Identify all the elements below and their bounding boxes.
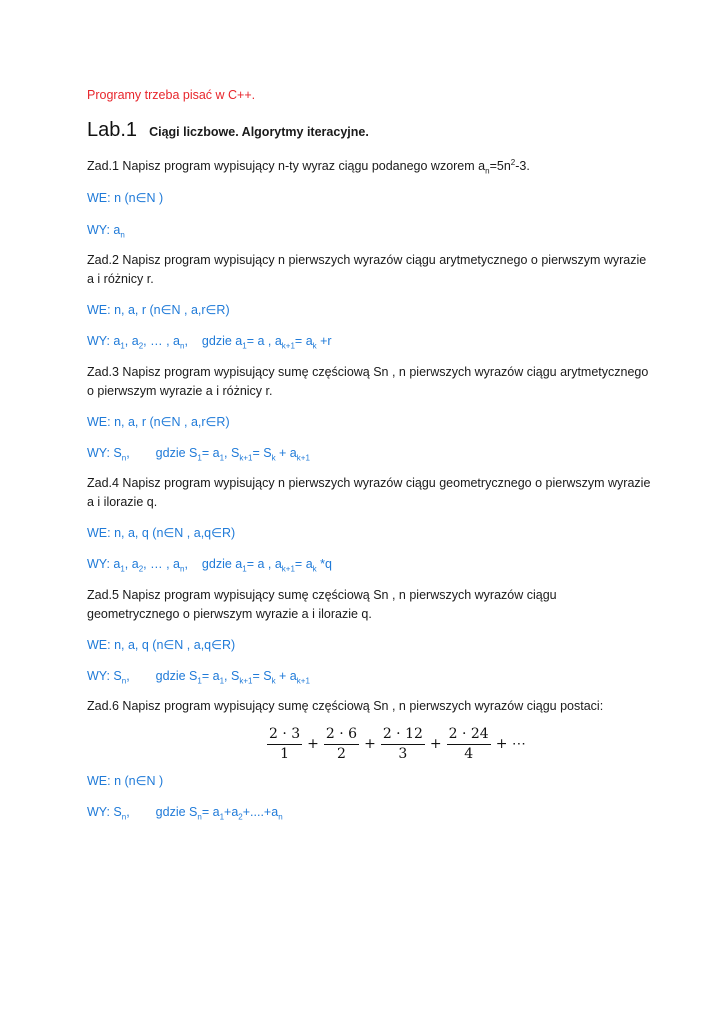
fraction-term-2: $\frac{2 \cdot 6}{2}$ (325, 725, 358, 762)
lab-title: Ciągi liczbowe. Algorytmy iteracyjne. (149, 125, 369, 139)
task-6-input: WE: n (n∈N ) (87, 774, 164, 788)
task-3-output: WY: $S_n$, gdzie $S_1= a_1$, $S_{k+1}= S_k + a_{k+1}$ (87, 446, 310, 463)
fraction-term-1: $\frac{2 \cdot 3}{1}$ (269, 725, 301, 762)
task-2-line-1: Zad.2 Napisz program wypisujący n pierwszych wyrazów ciągu arytmetycznego o pierwszym wyrazie (87, 253, 647, 267)
plus-sign: + (429, 736, 442, 752)
task-5-input: WE: n, a, q (n∈N , a,q∈R) (87, 638, 236, 652)
lab-number: Lab.1 (87, 119, 138, 141)
task-2-input: WE: n, a, r (n∈N , a,r∈R) (87, 303, 230, 317)
task-4-line-2: a i ilorazie q. (87, 495, 158, 509)
series-tail: + ⋯ (495, 736, 526, 752)
series-formula (265, 724, 529, 764)
plus-sign: + (364, 736, 376, 752)
task-2-line-2: a i różnicy r. (87, 272, 154, 286)
task-5-output: WY: $S_n$, gdzie $S_1= a_1$, $S_{k+1}= S_k + a_{k+1}$ (87, 669, 310, 686)
task-1-text: Zad.1 Napisz program wypisujący n-ty wyraz ciągu podanego wzorem $a_n=5n^2-3$. (87, 157, 530, 176)
task-6-output: WY: $S_n$, gdzie $S_n= a_1+a_2+....+a_n$ (87, 805, 283, 822)
task-3-line-1: Zad.3 Napisz program wypisujący sumę częściową Sn , n pierwszych wyrazów ciągu arytmetycznego (87, 365, 649, 379)
lab-heading (87, 118, 369, 144)
task-4-line-1: Zad.4 Napisz program wypisujący n pierwszych wyrazów ciągu geometrycznego o pierwszym wyrazie (87, 476, 651, 490)
task-1-output: WY: $a_n$ (87, 223, 125, 240)
task-3-input: WE: n, a, r (n∈N , a,r∈R) (87, 415, 230, 429)
language-note: Programy trzeba pisać w C++. (87, 88, 256, 102)
plus-sign: + (307, 736, 319, 752)
task-4-input: WE: n, a, q (n∈N , a,q∈R) (87, 526, 236, 540)
task-4-output: WY: $a_1$, $a_2$, … , $a_n$, gdzie $a_1= a$ , $a_{k+1}= a_k$ *q (87, 557, 332, 574)
task-2-output: WY: $a_1$, $a_2$, … , $a_n$, gdzie $a_1= a$ , $a_{k+1}= a_k +r$ (87, 334, 332, 351)
fraction-term-3: $\frac{2 \cdot 12}{3}$ (382, 725, 423, 762)
task-1-input: WE: n (n∈N ) (87, 191, 164, 205)
task-5-line-2: geometrycznego o pierwszym wyrazie a i ilorazie q. (87, 607, 372, 621)
task-5-line-1: Zad.5 Napisz program wypisujący sumę częściową Sn , n pierwszych wyrazów ciągu (87, 588, 557, 602)
fraction-term-4: $\frac{2 \cdot 24}{4}$ (448, 725, 489, 762)
task-3-line-2: o pierwszym wyrazie a i różnicy r. (87, 384, 273, 398)
task-6-line-1: Zad.6 Napisz program wypisujący sumę częściową Sn , n pierwszych wyrazów ciągu postaci: (87, 699, 604, 713)
